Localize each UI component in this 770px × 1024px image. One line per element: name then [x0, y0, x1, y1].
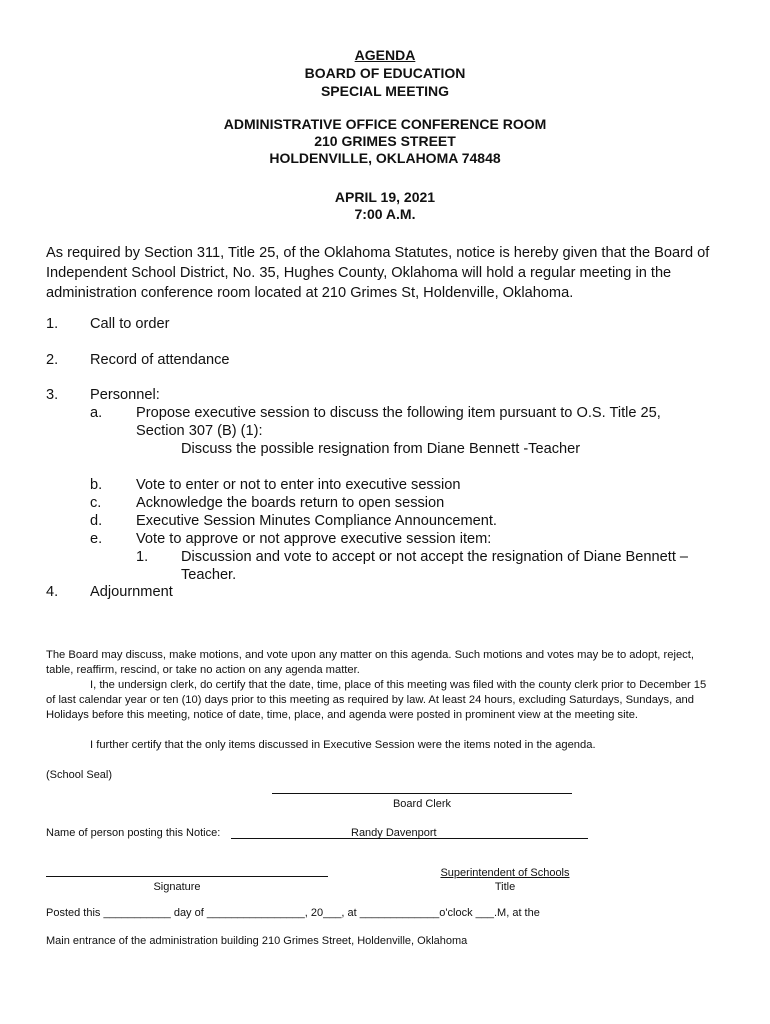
board-title: BOARD OF EDUCATION: [304, 65, 466, 81]
intro-paragraph: As required by Section 311, Title 25, of the Oklahoma Statutes, notice is hereby given that the Board of Independent School District, No. 35, Hughes County, Oklahoma will hold a regular meeting in the administration conference room located at 210 Grimes St, Holdenville, Oklahoma.: [46, 245, 710, 301]
posting-name: Randy Davenport: [351, 827, 437, 839]
meeting-room: ADMINISTRATIVE OFFICE CONFERENCE ROOM: [223, 116, 547, 132]
signature-label: Signature: [153, 881, 201, 893]
title-label: Title: [494, 881, 516, 893]
agenda-title: AGENDA: [354, 47, 416, 63]
board-clerk-line: [272, 793, 572, 794]
superintendent-title: Superintendent of Schools: [440, 867, 570, 879]
item-personnel: Personnel:: [90, 387, 160, 403]
subitem-c: Acknowledge the boards return to open session: [136, 495, 445, 511]
subitem-a-detail: Discuss the possible resignation from Diane Bennett -Teacher: [181, 441, 581, 457]
item-adjournment: Adjournment: [90, 584, 173, 600]
subitem-e: Vote to approve or not approve executive session item:: [136, 531, 492, 547]
subitem-letter: c.: [90, 495, 102, 511]
board-clerk-label: Board Clerk: [392, 798, 452, 810]
subsubitem-number: 1.: [136, 549, 149, 565]
posting-label: Name of person posting this Notice:: [46, 827, 221, 839]
subitem-a-line1: Propose executive session to discuss the following item pursuant to O.S. Title 25,: [136, 405, 661, 421]
subsubitem-line1: Discussion and vote to accept or not accept the resignation of Diane Bennett –: [181, 549, 689, 565]
footer-paragraph-2: I, the undersign clerk, do certify that the date, time, place of this meeting was filed with the county clerk prior to December 15 of last calendar year or ten (10) days prior to this meeting as required by law. At least 24 hours, excluding Saturdays, Sundays, and Holidays before this meeting, notice of date, time, place, and agenda were posted in prominent view at the meeting site.: [46, 679, 707, 721]
meeting-date: APRIL 19, 2021: [334, 189, 436, 205]
subitem-a-line2: Section 307 (B) (1):: [136, 423, 263, 439]
posted-line: Posted this ___________ day of ________________, 20___, at _____________o'clock ___.M, at the: [46, 907, 540, 919]
item-number: 3.: [46, 387, 59, 403]
subitem-letter: a.: [90, 405, 103, 421]
meeting-street: 210 GRIMES STREET: [314, 133, 456, 149]
item-number: 1.: [46, 316, 59, 332]
school-seal-label: (School Seal): [46, 769, 113, 781]
subitem-letter: d.: [90, 513, 103, 529]
footer-paragraph-3: I further certify that the only items discussed in Executive Session were the items noted in the agenda.: [90, 739, 596, 751]
meeting-type: SPECIAL MEETING: [320, 83, 450, 99]
subsubitem-line2: Teacher.: [181, 567, 237, 583]
subitem-b: Vote to enter or not to enter into executive session: [136, 477, 461, 493]
subitem-d: Executive Session Minutes Compliance Announcement.: [136, 513, 497, 529]
subitem-letter: b.: [90, 477, 103, 493]
posted-location: Main entrance of the administration building 210 Grimes Street, Holdenville, Oklahoma: [46, 935, 468, 947]
meeting-city: HOLDENVILLE, OKLAHOMA 74848: [269, 150, 501, 166]
subitem-letter: e.: [90, 531, 103, 547]
item-number: 4.: [46, 584, 59, 600]
item-call-to-order: Call to order: [90, 316, 170, 332]
footer-paragraph-1: The Board may discuss, make motions, and vote upon any matter on this agenda. Such motions and votes may be to adopt, reject, table, reaffirm, rescind, or take no action on any agenda matter.: [46, 649, 694, 676]
meeting-time: 7:00 A.M.: [354, 206, 416, 222]
signature-line: [46, 876, 328, 877]
item-number: 2.: [46, 352, 59, 368]
item-attendance: Record of attendance: [90, 352, 230, 368]
